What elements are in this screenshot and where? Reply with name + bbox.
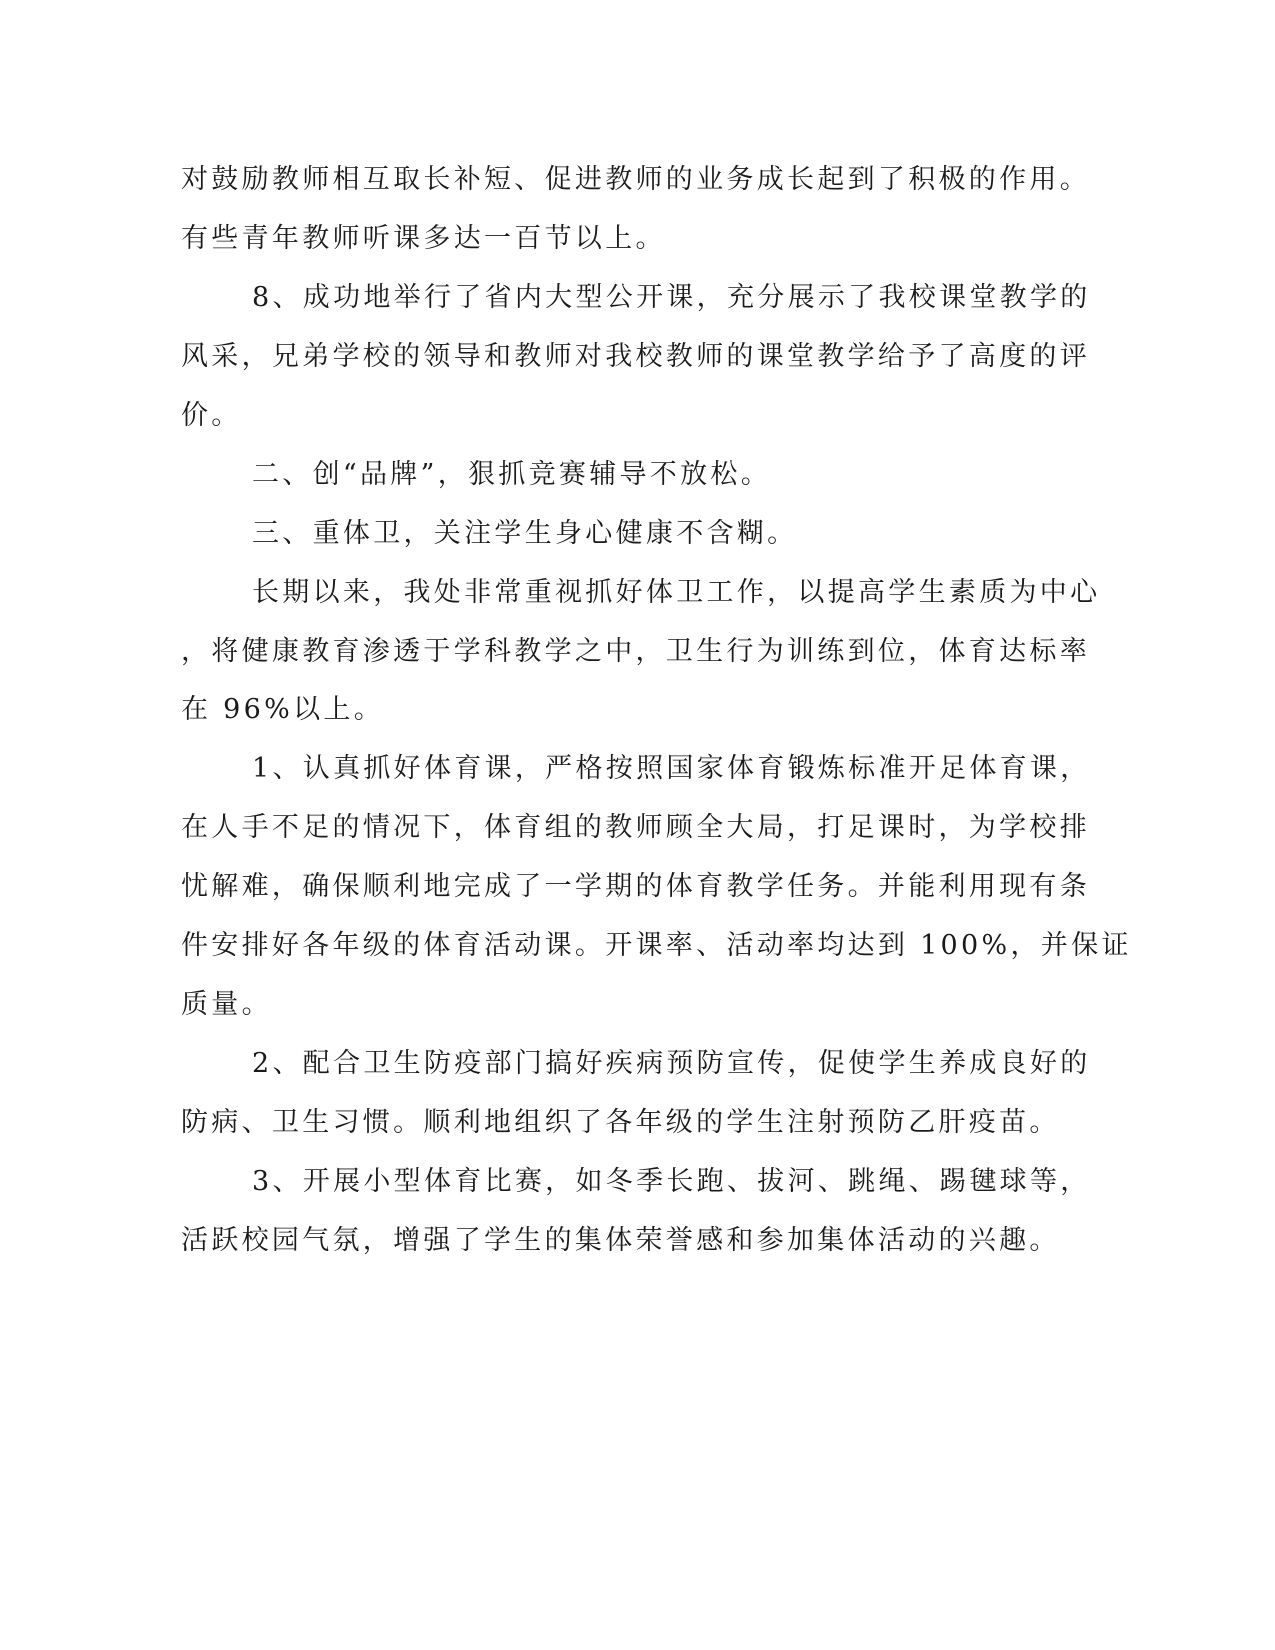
text-line: 3、开展小型体育比赛，如冬季长跑、拔河、跳绳、踢毽球等， xyxy=(252,1166,1091,1197)
text-line: 有些青年教师听课多达一百节以上。 xyxy=(181,223,666,254)
text-line: 在 96%以上。 xyxy=(181,694,384,725)
text-line: 8、成功地举行了省内大型公开课，充分展示了我校课堂教学的 xyxy=(252,282,1091,313)
text-line: 价。 xyxy=(181,400,242,431)
text-line: ，将健康教育渗透于学科教学之中，卫生行为训练到位，体育达标率 xyxy=(181,636,1090,667)
text-line: 对鼓励教师相互取长补短、促进教师的业务成长起到了积极的作用。 xyxy=(181,164,1090,195)
text-line: 长期以来，我处非常重视抓好体卫工作，以提高学生素质为中心 xyxy=(252,577,1101,608)
text-line: 忧解难，确保顺利地完成了一学期的体育教学任务。并能利用现有条 xyxy=(181,871,1090,902)
text-line: 活跃校园气氛，增强了学生的集体荣誉感和参加集体活动的兴趣。 xyxy=(181,1225,1060,1256)
text-line: 风采，兄弟学校的领导和教师对我校教师的课堂教学给予了高度的评 xyxy=(181,341,1090,372)
section-heading: 二、创“品牌”，狠抓竞赛辅导不放松。 xyxy=(252,459,772,490)
text-line: 质量。 xyxy=(181,989,272,1020)
text-line: 2、配合卫生防疫部门搞好疾病预防宣传，促使学生养成良好的 xyxy=(252,1048,1091,1079)
text-line: 1、认真抓好体育课，严格按照国家体育锻炼标准开足体育课， xyxy=(252,753,1091,784)
text-line: 在人手不足的情况下，体育组的教师顾全大局，打足课时，为学校排 xyxy=(181,812,1090,843)
text-line: 件安排好各年级的体育活动课。开课率、活动率均达到 100%，并保证 xyxy=(181,930,1132,961)
section-heading: 三、重体卫，关注学生身心健康不含糊。 xyxy=(252,518,798,549)
text-line: 防病、卫生习惯。顺利地组织了各年级的学生注射预防乙肝疫苗。 xyxy=(181,1107,1060,1138)
